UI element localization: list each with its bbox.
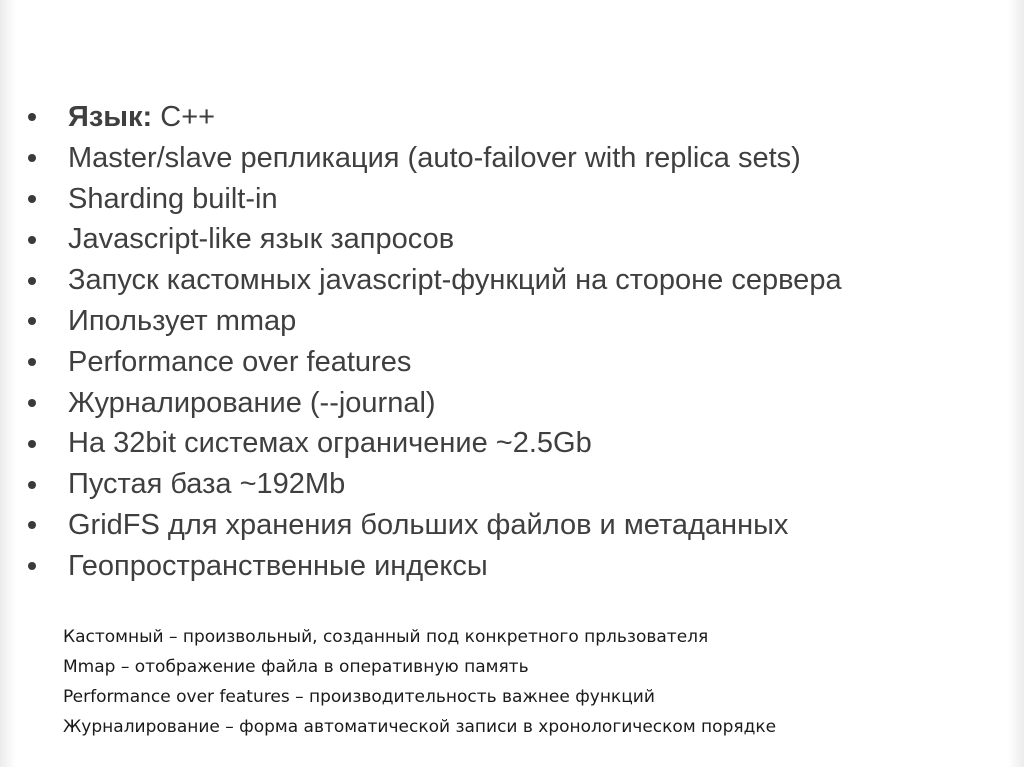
note-line: Mmap – отображение файла в оперативную память xyxy=(63,657,529,677)
bullet-dot-icon xyxy=(28,277,36,285)
note-line: Кастомный – произвольный, созданный под конкретного прльзователя xyxy=(63,627,709,647)
bullet-text: На 32bit системах ограничение ~2.5Gb xyxy=(68,427,592,460)
bullet-dot-icon xyxy=(28,562,36,570)
bullet-item-language xyxy=(28,97,842,138)
bullet-item-journaling xyxy=(28,383,842,424)
bullet-item-performance xyxy=(28,342,842,383)
bullet-item-geo-indexes xyxy=(28,546,842,587)
bullet-text: Запуск кастомных javascript-функций на стороне сервера xyxy=(68,264,842,297)
bullet-dot-icon xyxy=(28,399,36,407)
note-line: Журналирование – форма автоматической записи в хронологическом порядке xyxy=(63,717,777,737)
bullet-text: Журналирование (--journal) xyxy=(68,386,436,419)
slide-right-edge xyxy=(1008,0,1024,767)
slide-left-edge xyxy=(0,0,16,767)
bullet-dot-icon xyxy=(28,195,36,203)
bullet-dot-icon xyxy=(28,481,36,489)
bullet-item-32bit-limit xyxy=(28,423,842,464)
bullet-text: Пустая база ~192Mb xyxy=(68,468,346,501)
feature-bullet-list xyxy=(28,97,842,587)
bullet-text: GridFS для хранения больших файлов и метаданных xyxy=(68,508,789,541)
bullet-text: C++ xyxy=(152,101,216,133)
bullet-item-mmap xyxy=(28,301,842,342)
bullet-label: Язык: xyxy=(68,101,153,133)
bullet-text: Геопространственные индексы xyxy=(68,549,488,582)
bullet-text: Ипользует mmap xyxy=(68,304,297,337)
glossary-notes xyxy=(63,622,776,742)
bullet-dot-icon xyxy=(28,521,36,529)
bullet-dot-icon xyxy=(28,236,36,244)
bullet-item-query-language xyxy=(28,219,842,260)
bullet-item-server-functions xyxy=(28,260,842,301)
bullet-dot-icon xyxy=(28,440,36,448)
note-line: Performance over features – производительность важнее функций xyxy=(63,687,655,707)
bullet-text: Performance over features xyxy=(68,345,412,378)
bullet-dot-icon xyxy=(28,317,36,325)
bullet-text: Javascript-like язык запросов xyxy=(68,223,455,256)
bullet-item-replication xyxy=(28,138,842,179)
bullet-dot-icon xyxy=(28,154,36,162)
bullet-text: Master/slave репликация (auto-failover with replica sets) xyxy=(68,141,801,174)
bullet-text: Sharding built-in xyxy=(68,182,278,215)
bullet-dot-icon xyxy=(28,358,36,366)
bullet-dot-icon xyxy=(28,113,36,121)
bullet-item-sharding xyxy=(28,179,842,220)
bullet-item-empty-db-size xyxy=(28,464,842,505)
bullet-item-gridfs xyxy=(28,505,842,546)
